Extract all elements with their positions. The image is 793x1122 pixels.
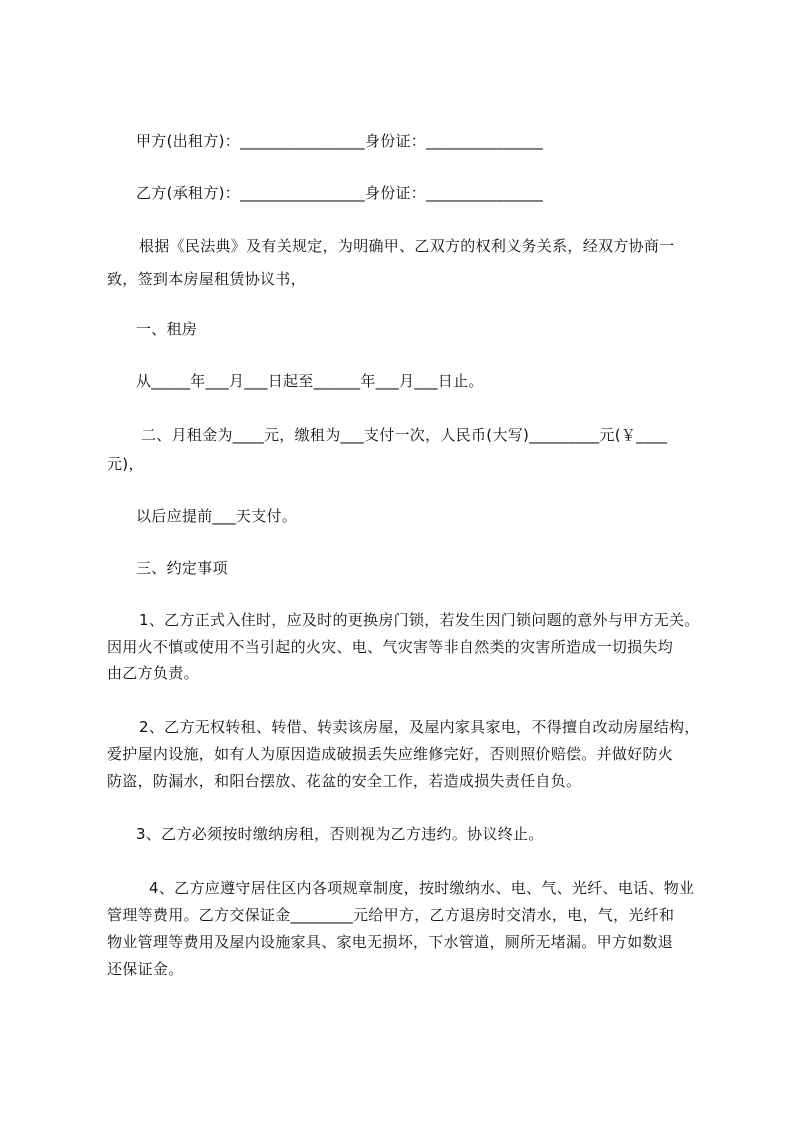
clause-1-line-1: 1、乙方正式入住时，应及时的更换房门锁，若发生因门锁问题的意外与甲方无关。 — [139, 611, 700, 629]
clause-4-line-2: 管理等费用。乙方交保证金________元给甲方，乙方退房时交清水，电，气，光纤和 — [107, 906, 675, 924]
advance-payment-line: 以后应提前___天支付。 — [136, 507, 298, 525]
clause-3-line: 3、乙方必须按时缴纳房租，否则视为乙方违约。协议终止。 — [136, 825, 544, 843]
preamble-line-2: 致，签到本房屋租赁协议书， — [107, 270, 306, 288]
clause-4-line-4: 还保证金。 — [107, 960, 184, 978]
section-3-heading: 三、约定事项 — [136, 559, 228, 577]
tenant-id-line: 乙方(承租方)：________________身份证：_______________ — [136, 184, 544, 202]
section-1-heading: 一、租房 — [136, 320, 198, 338]
clause-1-line-2: 因用火不慎或使用不当引起的火灾、电、气灾害等非自然类的灾害所造成一切损失均 — [107, 638, 674, 656]
preamble-line-1: 根据《民法典》及有关规定，为明确甲、乙双方的权利义务关系，经双方协商一 — [139, 237, 675, 255]
rental-period-line: 从_____年___月___日起至______年___月___日止。 — [136, 372, 484, 390]
clause-4-line-3: 物业管理等费用及屋内设施家具、家电无损坏，下水管道，厕所无堵漏。甲方如数退 — [107, 933, 674, 951]
clause-4-line-1: 4、乙方应遵守居住区内各项规章制度，按时缴纳水、电、气、光纤、电话、物业 — [149, 879, 695, 897]
clause-2-line-3: 防盗，防漏水，和阳台摆放、花盆的安全工作，若造成损失责任自负。 — [107, 772, 582, 790]
clause-2-line-2: 爱护屋内设施，如有人为原因造成破损丢失应维修完好，否则照价赔偿。并做好防火 — [107, 745, 674, 763]
rent-amount-line-1: 二、月租金为____元，缴租为___支付一次，人民币(大写)_________元(￥____ — [141, 426, 668, 444]
landlord-id-line: 甲方(出租方)：________________身份证：_______________ — [136, 132, 544, 150]
clause-2-line-1: 2、乙方无权转租、转借、转卖该房屋，及屋内家具家电，不得擅自改动房屋结构， — [139, 718, 700, 736]
rent-amount-line-2: 元)， — [107, 455, 144, 473]
clause-1-line-3: 由乙方负责。 — [107, 664, 199, 682]
